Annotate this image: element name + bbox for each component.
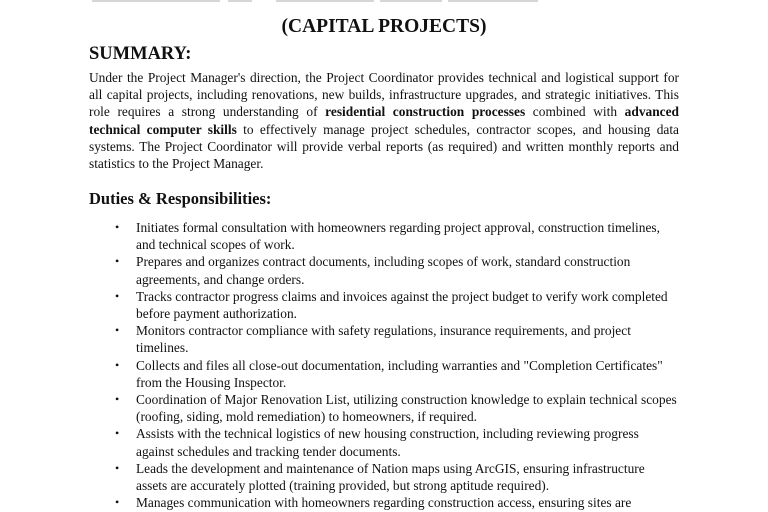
duty-item — [89, 253, 679, 287]
clipped-title-fragment — [448, 0, 538, 2]
summary-bold-phrase: advanced technical computer skills — [89, 104, 679, 137]
summary-text-part: combined with — [525, 104, 625, 120]
duty-item — [89, 425, 679, 459]
duty-text: Coordination of Major Renovation List, utilizing construction knowledge to explain technical scopes (roofing, siding, mold remediation) to homeowners, if required. — [136, 392, 677, 425]
bullet-icon: • — [115, 220, 120, 234]
document-subtitle: (CAPITAL PROJECTS) — [281, 16, 487, 37]
bullet-icon: • — [115, 426, 120, 441]
clipped-title-line — [0, 0, 768, 4]
duties-heading: Duties & Responsibilities: — [89, 189, 272, 208]
bullet-icon: • — [115, 495, 120, 510]
duty-item — [89, 494, 679, 511]
bullet-icon: • — [115, 254, 120, 269]
bullet-icon: • — [115, 392, 120, 407]
summary-bold-phrase: residential construction processes — [325, 104, 526, 120]
summary-heading: SUMMARY: — [89, 44, 192, 64]
summary-paragraph — [89, 69, 679, 172]
duty-item — [89, 460, 679, 494]
duty-item — [89, 357, 679, 391]
duty-text: Assists with the technical logistics of new housing construction, including reviewing progress against schedules and tracking tender documents. — [136, 426, 639, 459]
bullet-icon: • — [115, 288, 120, 303]
summary-text-part: Under the Project Manager's direction, the Project Coordinator provides technical and logistical support for all capital projects, including renovations, new builds, infrastructure upgrades, and strategic initiatives. This role requires a strong understanding of — [89, 70, 679, 120]
duty-text: Tracks contractor progress claims and invoices against the project budget to verify work completed before payment authorization. — [136, 288, 668, 322]
duty-item — [89, 219, 679, 253]
duties-list — [89, 219, 679, 511]
duty-item — [89, 322, 679, 356]
bullet-icon: • — [115, 357, 120, 372]
duty-text: Leads the development and maintenance of Nation maps using ArcGIS, ensuring infrastructure assets are accurately plotted (training provided, but strong aptitude required). — [136, 460, 645, 494]
clipped-title-fragment — [228, 0, 252, 2]
clipped-title-fragment — [276, 0, 374, 2]
duty-text: Prepares and organizes contract documents, including scopes of work, standard construction agreements, and change orders. — [136, 254, 631, 287]
duty-item — [89, 391, 679, 425]
clipped-title-fragment — [380, 0, 442, 2]
duty-text: Initiates formal consultation with homeowners regarding project approval, construction timelines, and technical scopes of work. — [136, 220, 660, 253]
duty-item — [89, 288, 679, 322]
bullet-icon: • — [115, 323, 120, 338]
clipped-title-fragment — [92, 0, 220, 2]
duty-text: Manages communication with homeowners regarding construction access, ensuring sites are — [136, 495, 632, 511]
duty-text: Collects and files all close-out documentation, including warranties and "Completion Certificates" from the Housing Inspector. — [136, 357, 663, 390]
duty-text: Monitors contractor compliance with safety regulations, insurance requirements, and project timelines. — [136, 323, 631, 356]
summary-text-part: to effectively manage project schedules, contractor scopes, and housing data systems. The Project Coordinator will provide verbal reports (as required) and written monthly reports and statistics to the Project Manager. — [89, 121, 680, 172]
bullet-icon: • — [115, 460, 120, 475]
